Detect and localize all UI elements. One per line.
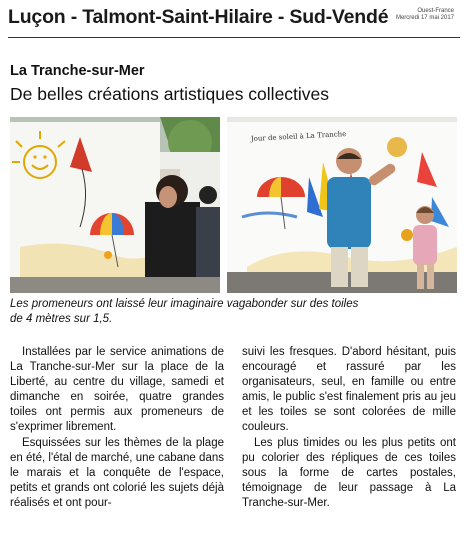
caption-line-2: de 4 mètres sur 1,5. (10, 313, 113, 325)
section-title: Luçon - Talmont-Saint-Hilaire - Sud-Vendé (8, 6, 389, 28)
body-paragraph-1: Installées par le service animations de La Tranche-sur-Mer sur la place de la Liberté, au centre du village, samedi et dimanche en soirée, quatre grandes toiles ont permis aux promeneurs de s'exprimer librement. (10, 346, 224, 434)
publication-name: Ouest-France (417, 8, 454, 14)
article-kicker: La Tranche-sur-Mer (10, 63, 145, 79)
article-headline: De belles créations artistiques collectives (10, 84, 330, 104)
body-paragraph-2: Esquissées sur les thèmes de la plage en été, l'étal de marché, une cabane dans le marais et la conquête de l'espace, petits et grands ont colorié les sujets déjà réalisés et ont pour- (10, 436, 224, 509)
header-rule (8, 37, 460, 38)
body-paragraph-3: Les plus timides ou les plus petits ont pu colorier des répliques de ces toiles sous la forme de cartes postales, témoignage de leur passage à La Tranche-sur-Mer. (242, 436, 456, 509)
photo-fresco-painting (227, 117, 457, 293)
caption-line-1: Les promeneurs ont laissé leur imaginaire vagabonder sur des toiles (10, 298, 359, 310)
fresco-banner-text: Jour de soleil à La Tranche (250, 130, 347, 143)
publication-date: Mercredi 17 mai 2017 (395, 15, 454, 21)
article-column-right (242, 345, 456, 511)
photo-painting-canvas (10, 117, 220, 293)
photo-caption (10, 297, 457, 327)
body-paragraph-2-continued: suivi les fresques. D'abord hésitant, puis encouragé et rassuré par les organisateurs, seul, en famille ou entre amis, le public s'est finalement pris au jeu et les toiles se sont colorées de mille couleurs. (242, 346, 456, 434)
article-column-left (10, 345, 224, 511)
page-header (8, 4, 458, 38)
publication-info (396, 8, 454, 22)
